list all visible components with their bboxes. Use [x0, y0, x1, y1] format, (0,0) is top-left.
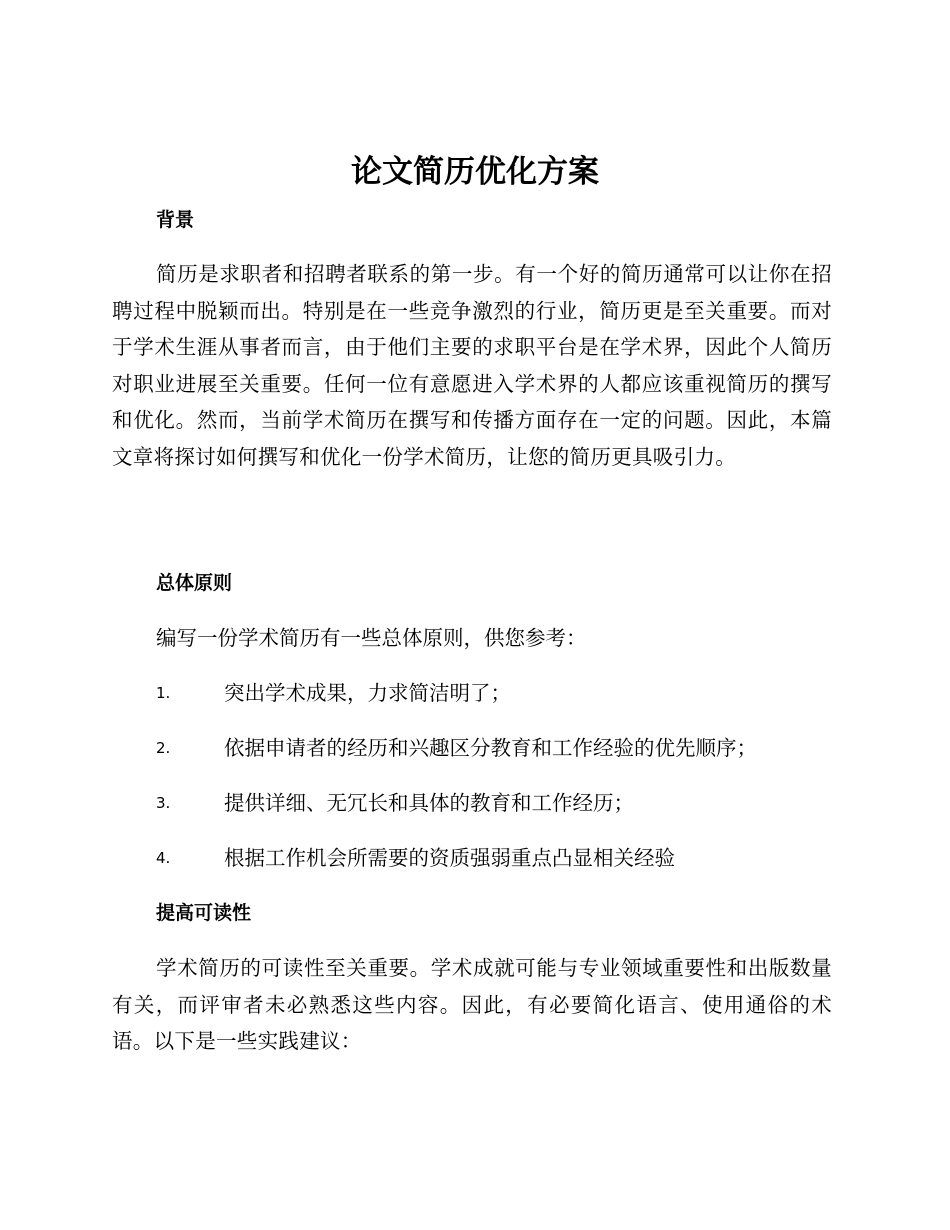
list-item-text: 依据申请者的经历和兴趣区分教育和工作经验的优先顺序；: [224, 736, 757, 760]
document-title: 论文简历优化方案: [351, 154, 599, 190]
list-item-text: 突出学术成果，力求简洁明了；: [224, 681, 511, 705]
list-item-number: 3.: [156, 794, 171, 812]
list-item-text: 提供详细、无冗长和具体的教育和工作经历；: [224, 791, 634, 815]
list-item-text: 根据工作机会所需要的资质强弱重点凸显相关经验: [224, 846, 675, 870]
list-item-number: 1.: [156, 684, 171, 702]
background-paragraph: 简历是求职者和招聘者联系的第一步。有一个好的简历通常可以让你在招聘过程中脱颖而出。特别是在一些竞争激烈的行业，简历更是至关重要。而对于学术生涯从事者而言，由于他们主要的求职平台是在学术界，因此个人简历对职业进展至关重要。任何一位有意愿进入学术界的人都应该重视简历的撰写和优化。然而，当前学术简历在撰写和传播方面存在一定的问题。因此，本篇文章将探讨如何撰写和优化一份学术简历，让您的简历更具吸引力。: [112, 262, 832, 469]
list-item-number: 2.: [156, 739, 171, 757]
section-heading-readability: 提高可读性: [156, 902, 252, 924]
section-heading-background: 背景: [156, 209, 195, 231]
principles-intro: 编写一份学术简历有一些总体原则，供您参考：: [156, 626, 587, 650]
section-heading-principles: 总体原则: [156, 572, 233, 594]
list-item: [156, 730, 856, 766]
list-item-number: 4.: [156, 849, 171, 867]
list-item: [156, 785, 856, 821]
list-item: [156, 675, 856, 711]
list-item: [156, 840, 856, 876]
readability-paragraph: 学术简历的可读性至关重要。学术成就可能与专业领域重要性和出版数量有关，而评审者未必熟悉这些内容。因此，有必要简化语言、使用通俗的术语。以下是一些实践建议：: [112, 956, 832, 1053]
